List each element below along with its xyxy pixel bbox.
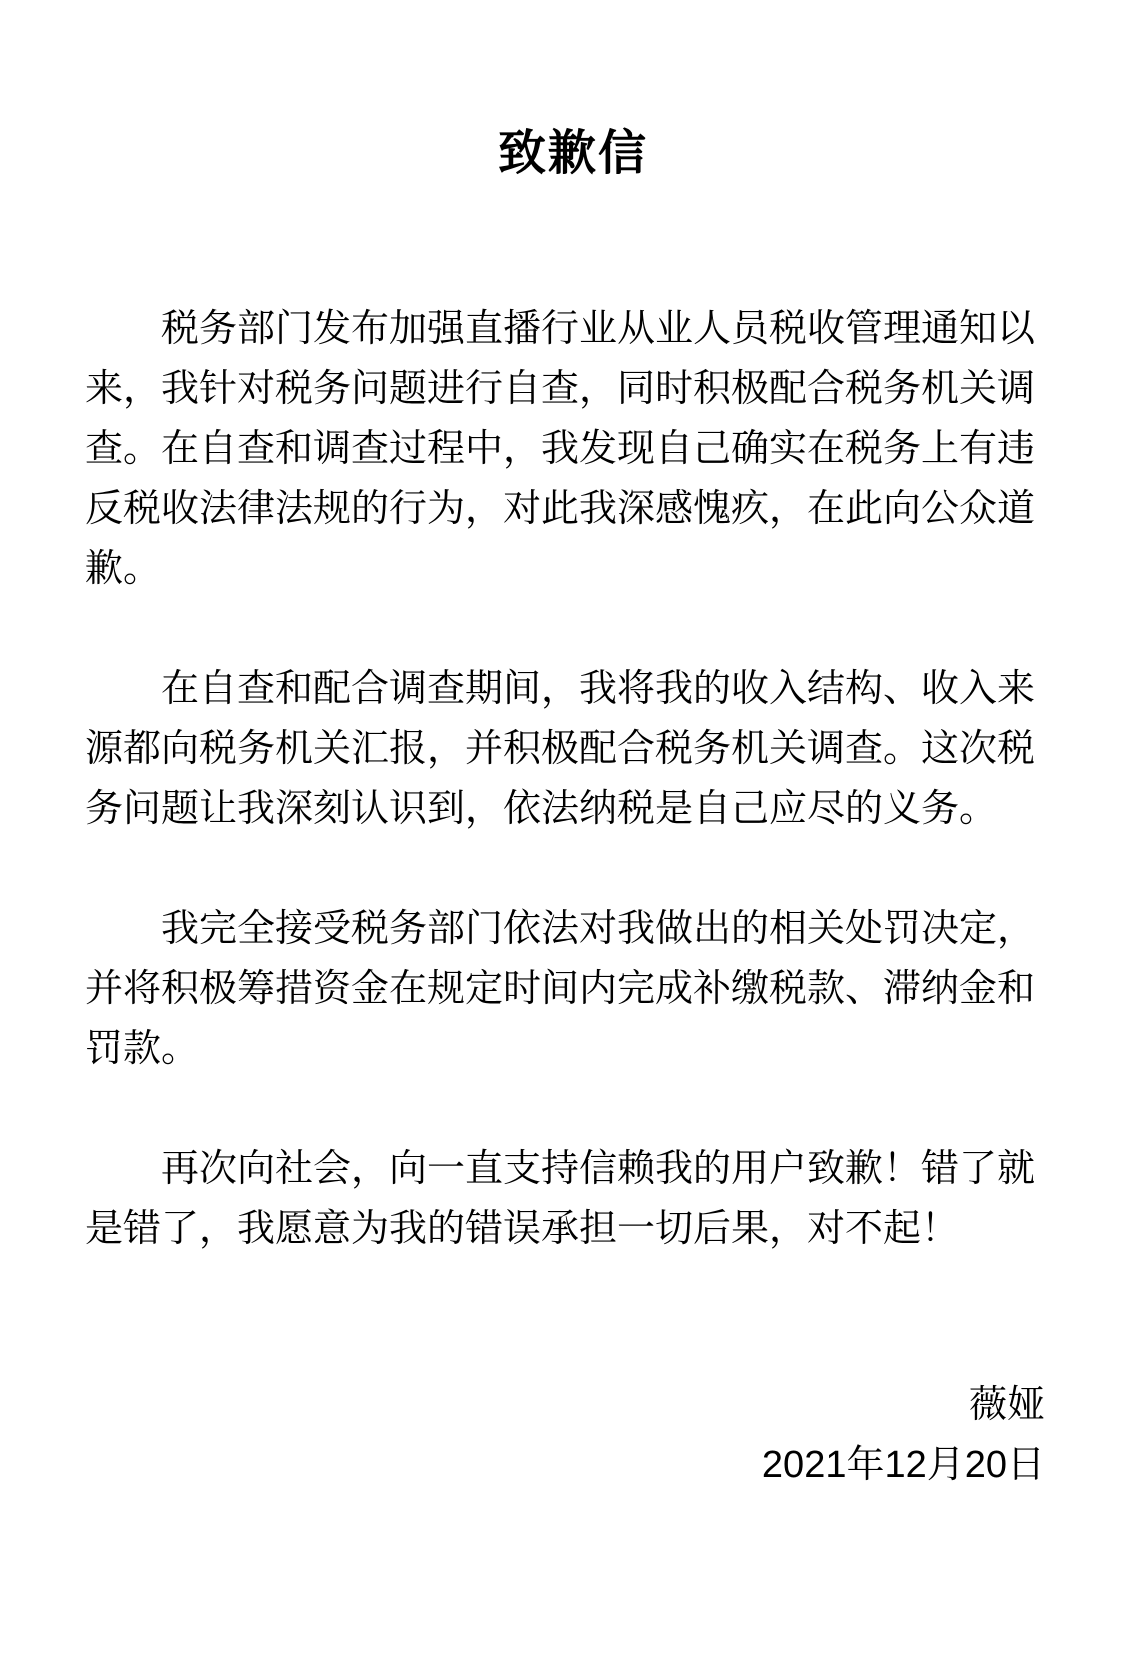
signature-name: 薇娅 [968,1384,1045,1426]
letter-title: 致歉信 [497,127,648,180]
paragraph-line: 再次向社会，向一直支持信赖我的用户致歉！错了就 [161,1148,1036,1190]
signature-block [762,1375,1045,1495]
paragraph-4 [85,1139,1035,1259]
letter-body [85,299,1035,1319]
paragraph-line: 歉。 [85,548,162,590]
paragraph-line: 务问题让我深刻认识到，依法纳税是自己应尽的义务。 [85,788,998,830]
paragraph-line: 查。在自查和调查过程中，我发现自己确实在税务上有违 [85,428,1036,470]
paragraph-line: 我完全接受税务部门依法对我做出的相关处罚决定， [161,908,1036,950]
paragraph-line: 是错了，我愿意为我的错误承担一切后果，对不起！ [85,1208,960,1250]
paragraph-line: 在自查和配合调查期间，我将我的收入结构、收入来 [161,668,1036,710]
paragraph-line: 税务部门发布加强直播行业从业人员税收管理通知以 [161,308,1036,350]
paragraph-line: 罚款。 [85,1028,200,1070]
paragraph-line: 源都向税务机关汇报，并积极配合税务机关调查。这次税 [85,728,1036,770]
signature-date: 2021年12月20日 [761,1444,1045,1486]
paragraph-1 [85,299,1035,599]
paragraph-line: 并将积极筹措资金在规定时间内完成补缴税款、滞纳金和 [85,968,1036,1010]
paragraph-2 [85,659,1035,839]
paragraph-line: 反税收法律法规的行为，对此我深感愧疚，在此向公众道 [85,488,1036,530]
paragraph-line: 来，我针对税务问题进行自查，同时积极配合税务机关调 [85,368,1036,410]
paragraph-3 [85,899,1035,1079]
